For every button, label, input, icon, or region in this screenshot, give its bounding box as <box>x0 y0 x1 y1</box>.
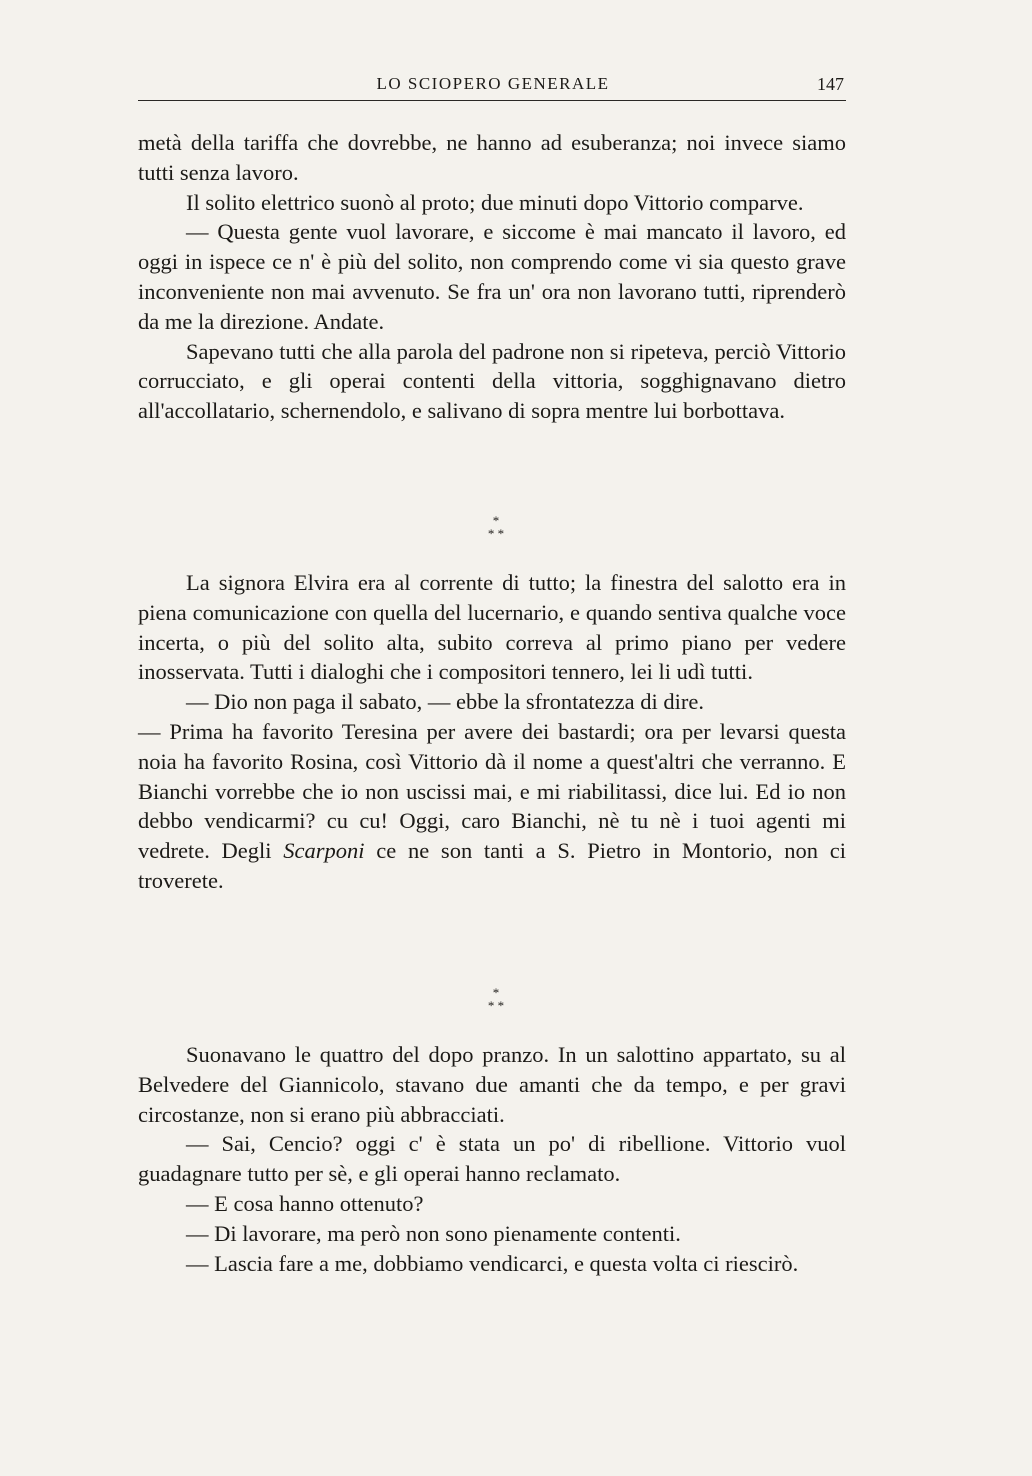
asterism-top: * <box>492 513 500 528</box>
paragraph: — Dio non paga il sabato, — ebbe la sfrontatezza di dire. <box>186 689 704 715</box>
paragraph: Sapevano tutti che alla parola del padrone non si ripeteva, perciò Vittorio corrucciato, e gli operai contenti della vittoria, sogghignavano dietro all'accollatario, schernendolo, e salivano di sopra mentre lui borbottava. <box>138 338 846 424</box>
asterism-bottom: * * <box>487 526 505 541</box>
header-rule <box>138 100 846 101</box>
asterism-bottom: * * <box>487 998 505 1013</box>
paragraph: — Sai, Cencio? oggi c' è stata un po' di ribellione. Vittorio vuol guadagnare tutto per sè, e gli operai hanno reclamato. <box>138 1131 846 1187</box>
paragraph: — Di lavorare, ma però non sono pienamente contenti. <box>186 1220 681 1246</box>
text-section-2 <box>138 568 846 896</box>
paragraph-text: — Prima ha favorito Teresina per avere dei bastardi; ora per levarsi questa noia ha favorito Rosina, così Vittorio dà il nome a quest'altri che verranno. E Bianchi vorrebbe che io non uscissi mai, e mi riabilitassi, dice lui. Ed io non debbo vendicarmi? cu cu! Oggi, caro Bianchi, nè tu nè i tuoi agenti mi vedrete. Degli <box>138 718 846 864</box>
text-section-3 <box>138 1040 846 1278</box>
running-title: LO SCIOPERO GENERALE <box>376 74 610 93</box>
paragraph: — Lascia fare a me, dobbiamo vendicarci, e questa volta ci riescirò. <box>186 1250 799 1276</box>
paragraph <box>138 717 846 896</box>
section-break-asterism <box>466 514 526 540</box>
paragraph: Suonavano le quattro del dopo pranzo. In un salottino appartato, su al Belvedere del Giannicolo, stavano due amanti che da tempo, e per gravi circostanze, non si erano più abbracciati. <box>138 1042 846 1127</box>
asterism-top: * <box>492 985 500 1000</box>
italic-word: Scarponi <box>283 838 365 864</box>
page-number: 147 <box>817 74 844 94</box>
paragraph: Il solito elettrico suonò al proto; due minuti dopo Vittorio comparve. <box>186 189 804 215</box>
paragraph: La signora Elvira era al corrente di tutto; la finestra del salotto era in piena comunicazione con quella del lucernario, e quando sentiva qualche voce incerta, o più del solito alta, subito correva al primo piano per vedere inosservata. Tutti i dialoghi che i compositori tennero, lei li udì tutti. <box>138 570 846 685</box>
paragraph: metà della tariffa che dovrebbe, ne hanno ad esuberanza; noi invece siamo tutti senza lavoro. <box>138 130 846 185</box>
paragraph: — Questa gente vuol lavorare, e siccome è mai mancato il lavoro, ed oggi in ispece ce n' è più del solito, non comprendo come vi sia questo grave inconveniente non mai avvenuto. Se fra un' ora non lavorano tutti, riprenderò da me la direzione. Andate. <box>138 219 846 334</box>
section-break-asterism <box>466 986 526 1012</box>
text-section-1 <box>138 128 846 426</box>
paragraph: — E cosa hanno ottenuto? <box>186 1190 424 1216</box>
paragraph-text-continued: ce ne son tanti a S. Pietro in Montorio, non ci troverete. <box>138 838 846 893</box>
